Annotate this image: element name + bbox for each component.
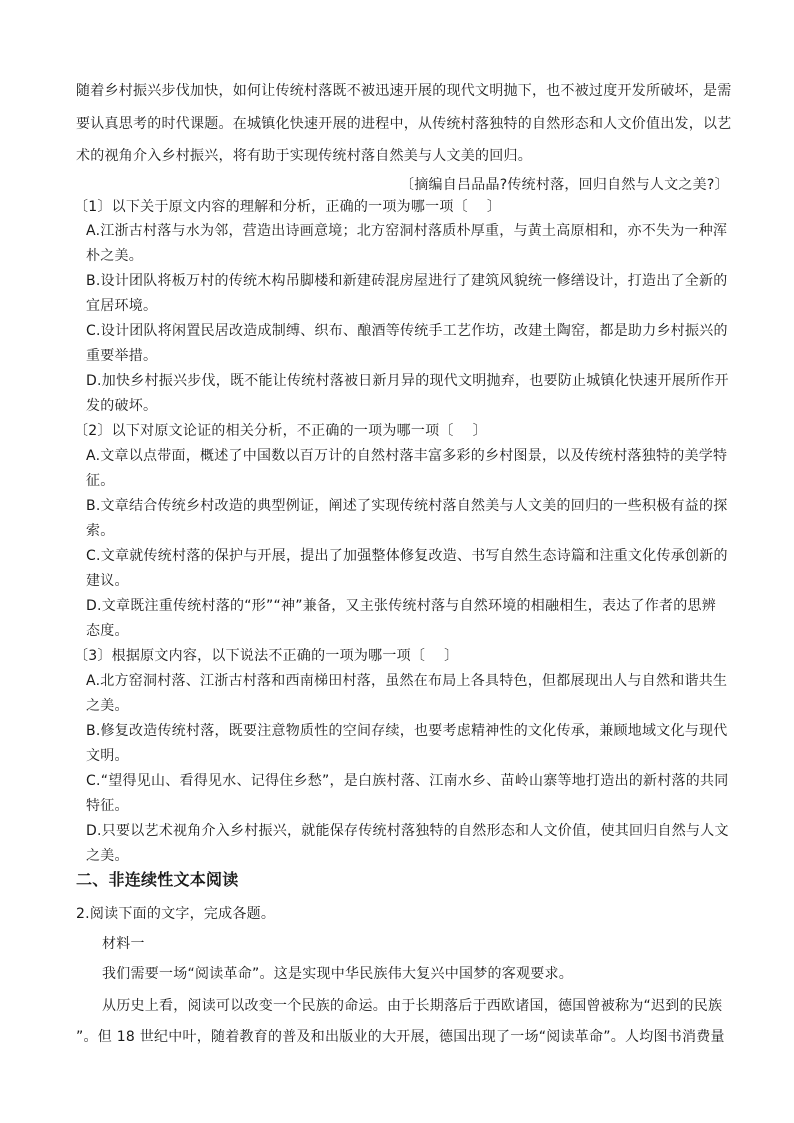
q1-option-c-line-1: C.设计团队将闲置民居改造成制缚、织布、酿酒等传统手工艺作坊，改建土陶窑，都是助力乡村振兴的 xyxy=(86,323,728,339)
q1-option-b-line-1: B.设计团队将板万村的传统木构吊脚楼和新建砖混房屋进行了建筑风貌统一修缮设计，打造出了全新的 xyxy=(86,273,728,289)
material-para-1: 我们需要一场“阅读革命”。这是实现中华民族伟大复兴中国梦的客观要求。 xyxy=(102,966,574,982)
q1-option-d-line-2: 发的破坏。 xyxy=(86,398,158,414)
q3-stem: 〔3〕根据原文内容，以下说法不正确的一项为哪一项〔 〕 xyxy=(74,648,459,664)
q3-option-b-line-1: B.修复改造传统村落，既要注意物质性的空间存续，也要考虑精神性的文化传承，兼顾地域文化与现代 xyxy=(86,723,728,739)
q3-option-d-line-2: 之美。 xyxy=(86,848,129,864)
q2-option-b-line-1: B.文章结合传统乡村改造的典型例证，阐述了实现传统村落自然美与人文美的回归的一些积极有益的探 xyxy=(86,498,728,514)
q3-option-b-line-2: 文明。 xyxy=(86,748,129,764)
q2-stem: 〔2〕以下对原文论证的相关分析，不正确的一项为哪一项〔 〕 xyxy=(74,423,487,439)
q2-option-d-line-1: D.文章既注重传统村落的“形”“神”兼备，又主张传统村落与自然环境的相融相生，表达了作者的思辨 xyxy=(86,598,716,614)
q2-option-c-line-2: 建议。 xyxy=(86,573,129,589)
q1-option-c-line-2: 重要举措。 xyxy=(86,348,158,364)
q2-option-d-line-2: 态度。 xyxy=(86,623,129,639)
intro-line-1: 随着乡村振兴步伐加快，如何让传统村落既不被迅速开展的现代文明抛下，也不被过度开发所破坏，是需 xyxy=(76,83,732,99)
q2-option-c-line-1: C.文章就传统村落的保护与开展，提出了加强整体修复改造、书写自然生态诗篇和注重文化传承创新的 xyxy=(86,548,728,564)
q1-option-b-line-2: 宜居环境。 xyxy=(86,298,158,314)
q1-option-a-line-2: 朴之美。 xyxy=(86,248,143,264)
section-instruction: 2.阅读下面的文字，完成各题。 xyxy=(76,906,276,922)
material-label: 材料一 xyxy=(102,936,145,952)
material-para-2-line-2: ”。但 18 世纪中叶，随着教育的普及和出版业的大开展，德国出现了一场“阅读革命”。人均图书消费量 xyxy=(76,1029,725,1045)
q1-stem: 〔1〕以下关于原文内容的理解和分析，正确的一项为哪一项〔 〕 xyxy=(74,199,502,215)
material-para-2-line-1: 从历史上看，阅读可以改变一个民族的命运。由于长期落后于西欧诸国，德国曾被称为“迟到的民族 xyxy=(102,998,723,1014)
intro-line-3: 术的视角介入乡村振兴，将有助于实现传统村落自然美与人文美的回归。 xyxy=(76,148,532,164)
intro-line-2: 要认真思考的时代课题。在城镇化快速开展的进程中，从传统村落独特的自然形态和人文价值出发，以艺 xyxy=(76,116,732,132)
q3-option-d-line-1: D.只要以艺术视角介入乡村振兴，就能保存传统村落独特的自然形态和人文价值，使其回归自然与人文 xyxy=(86,823,729,839)
q1-option-a-line-1: A.江浙古村落与水为邻，营造出诗画意境；北方窑洞村落质朴厚重，与黄土高原相和，亦不失为一种浑 xyxy=(86,223,728,239)
q3-option-c-line-2: 特征。 xyxy=(86,798,129,814)
q2-option-a-line-1: A.文章以点带面，概述了中国数以百万计的自然村落丰富多彩的乡村图景，以及传统村落独特的美学特 xyxy=(86,448,728,464)
q3-option-c-line-1: C.“望得见山、看得见水、记得住乡愁”，是白族村落、江南水乡、苗岭山寨等地打造出的新村落的共同 xyxy=(86,773,729,789)
section-heading: 二、非连续性文本阅读 xyxy=(76,870,239,889)
q2-option-b-line-2: 索。 xyxy=(86,523,115,539)
q3-option-a-line-1: A.北方窑洞村落、江浙古村落和西南梯田村落，虽然在布局上各具特色，但都展现出人与自然和谐共生 xyxy=(86,673,728,689)
q2-option-a-line-2: 征。 xyxy=(86,473,115,489)
source-citation: 〔摘编自吕品晶?传统村落，回归自然与人文之美?〕 xyxy=(400,177,729,193)
q1-option-d-line-1: D.加快乡村振兴步伐，既不能让传统村落被日新月异的现代文明抛弃，也要防止城镇化快速开展所作开 xyxy=(86,373,729,389)
q3-option-a-line-2: 之美。 xyxy=(86,698,129,714)
